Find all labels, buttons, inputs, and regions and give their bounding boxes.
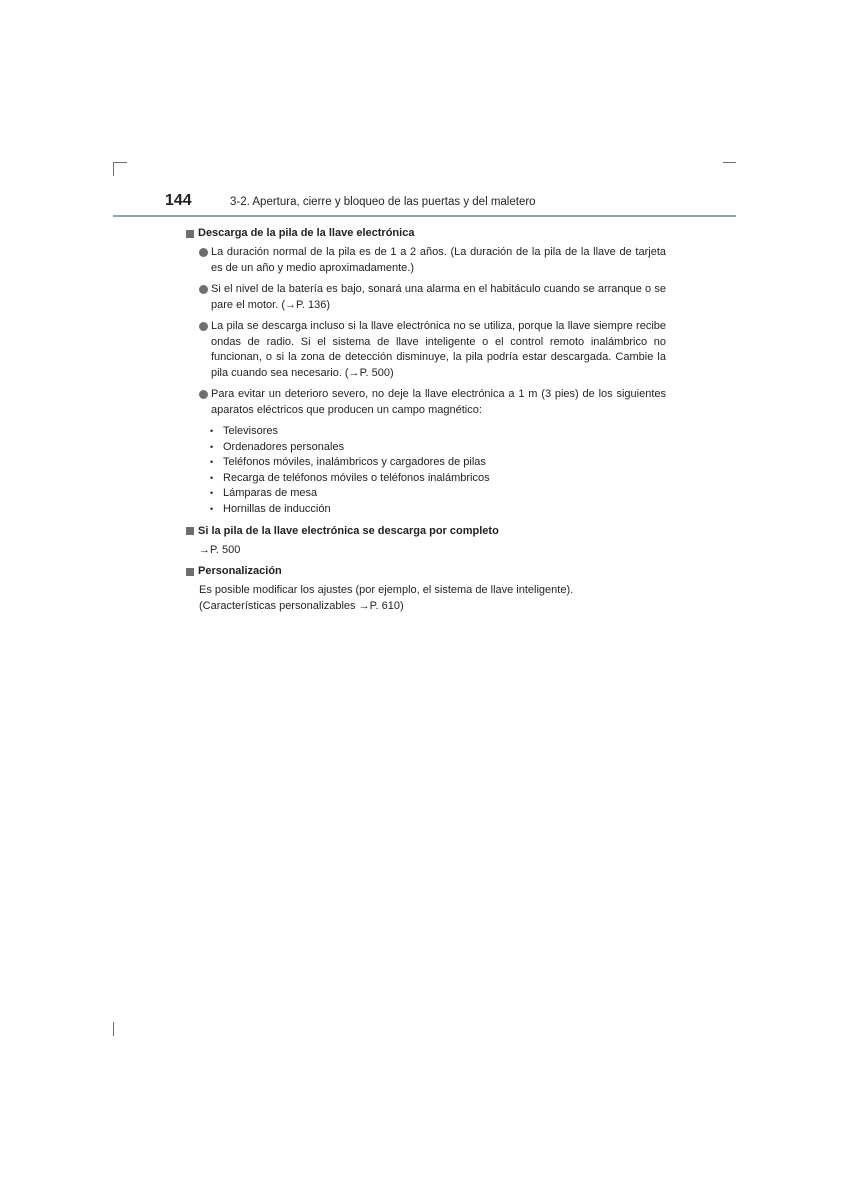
crop-mark-top-left-h xyxy=(113,162,127,163)
bullet-text: Si el nivel de la batería es bajo, sonará una alarma en el habitáculo cuando se arranque o se pare el motor. (→P. 136) xyxy=(211,283,666,311)
section-title: Si la pila de la llave electrónica se descarga por completo xyxy=(198,524,499,537)
crop-mark-top-left-v xyxy=(113,162,114,176)
device-list xyxy=(210,424,666,518)
page-content xyxy=(186,226,666,620)
circle-bullet-icon xyxy=(199,248,208,257)
paragraph-line: (Características personalizables →P. 610) xyxy=(199,599,404,612)
running-head: 3-2. Apertura, cierre y bloqueo de las puertas y del maletero xyxy=(230,196,536,208)
section-heading xyxy=(186,226,666,241)
bullet-text: Para evitar un deterioro severo, no deje la llave electrónica a 1 m (3 pies) de los siguientes aparatos eléctricos que producen un campo magnético: xyxy=(211,388,666,416)
section-fully-discharged xyxy=(186,524,666,559)
crop-mark-top-right-h xyxy=(723,162,736,163)
bullet-text: La duración normal de la pila es de 1 a 2 años. (La duración de la pila de la llave de tarjeta es de un año y medio aproximadamente.) xyxy=(211,246,666,274)
section-heading xyxy=(186,564,666,579)
bullet-item xyxy=(186,387,666,418)
bullet-item xyxy=(186,319,666,381)
square-bullet-icon xyxy=(186,230,194,238)
section-title: Personalización xyxy=(198,565,282,578)
square-bullet-icon xyxy=(186,527,194,535)
page-number: 144 xyxy=(165,192,192,209)
section-title: Descarga de la pila de la llave electrónica xyxy=(198,227,415,239)
circle-bullet-icon xyxy=(199,390,208,399)
section-heading xyxy=(186,524,666,539)
bullet-item xyxy=(186,245,666,276)
section-personalization xyxy=(186,564,666,614)
circle-bullet-icon xyxy=(199,285,208,294)
header-rule xyxy=(113,215,736,217)
paragraph-line: Es posible modificar los ajustes (por ejemplo, el sistema de llave inteligente). xyxy=(199,584,574,597)
list-item: • Ordenadores personales xyxy=(210,440,666,456)
list-item: • Recarga de teléfonos móviles o teléfonos inalámbricos xyxy=(210,471,666,487)
bullet-text: La pila se descarga incluso si la llave electrónica no se utiliza, porque la llave siempre recibe ondas de radio. Si el sistema de llave inteligente o el control remoto inalámbrico no funcionan, o si la zona de detección disminuye, la pila podría estar descargada. Cambie la pila cuando sea necesario. (→P. 500) xyxy=(211,320,666,379)
cross-reference: →P. 500 xyxy=(199,543,241,556)
list-item: • Lámparas de mesa xyxy=(210,486,666,502)
list-item: • Televisores xyxy=(210,424,666,440)
section-battery-drain xyxy=(186,226,666,518)
crop-mark-bottom-left-v xyxy=(113,1022,114,1036)
list-item: • Hornillas de inducción xyxy=(210,502,666,518)
square-bullet-icon xyxy=(186,568,194,576)
circle-bullet-icon xyxy=(199,322,208,331)
bullet-item xyxy=(186,282,666,313)
list-item: • Teléfonos móviles, inalámbricos y cargadores de pilas xyxy=(210,455,666,471)
